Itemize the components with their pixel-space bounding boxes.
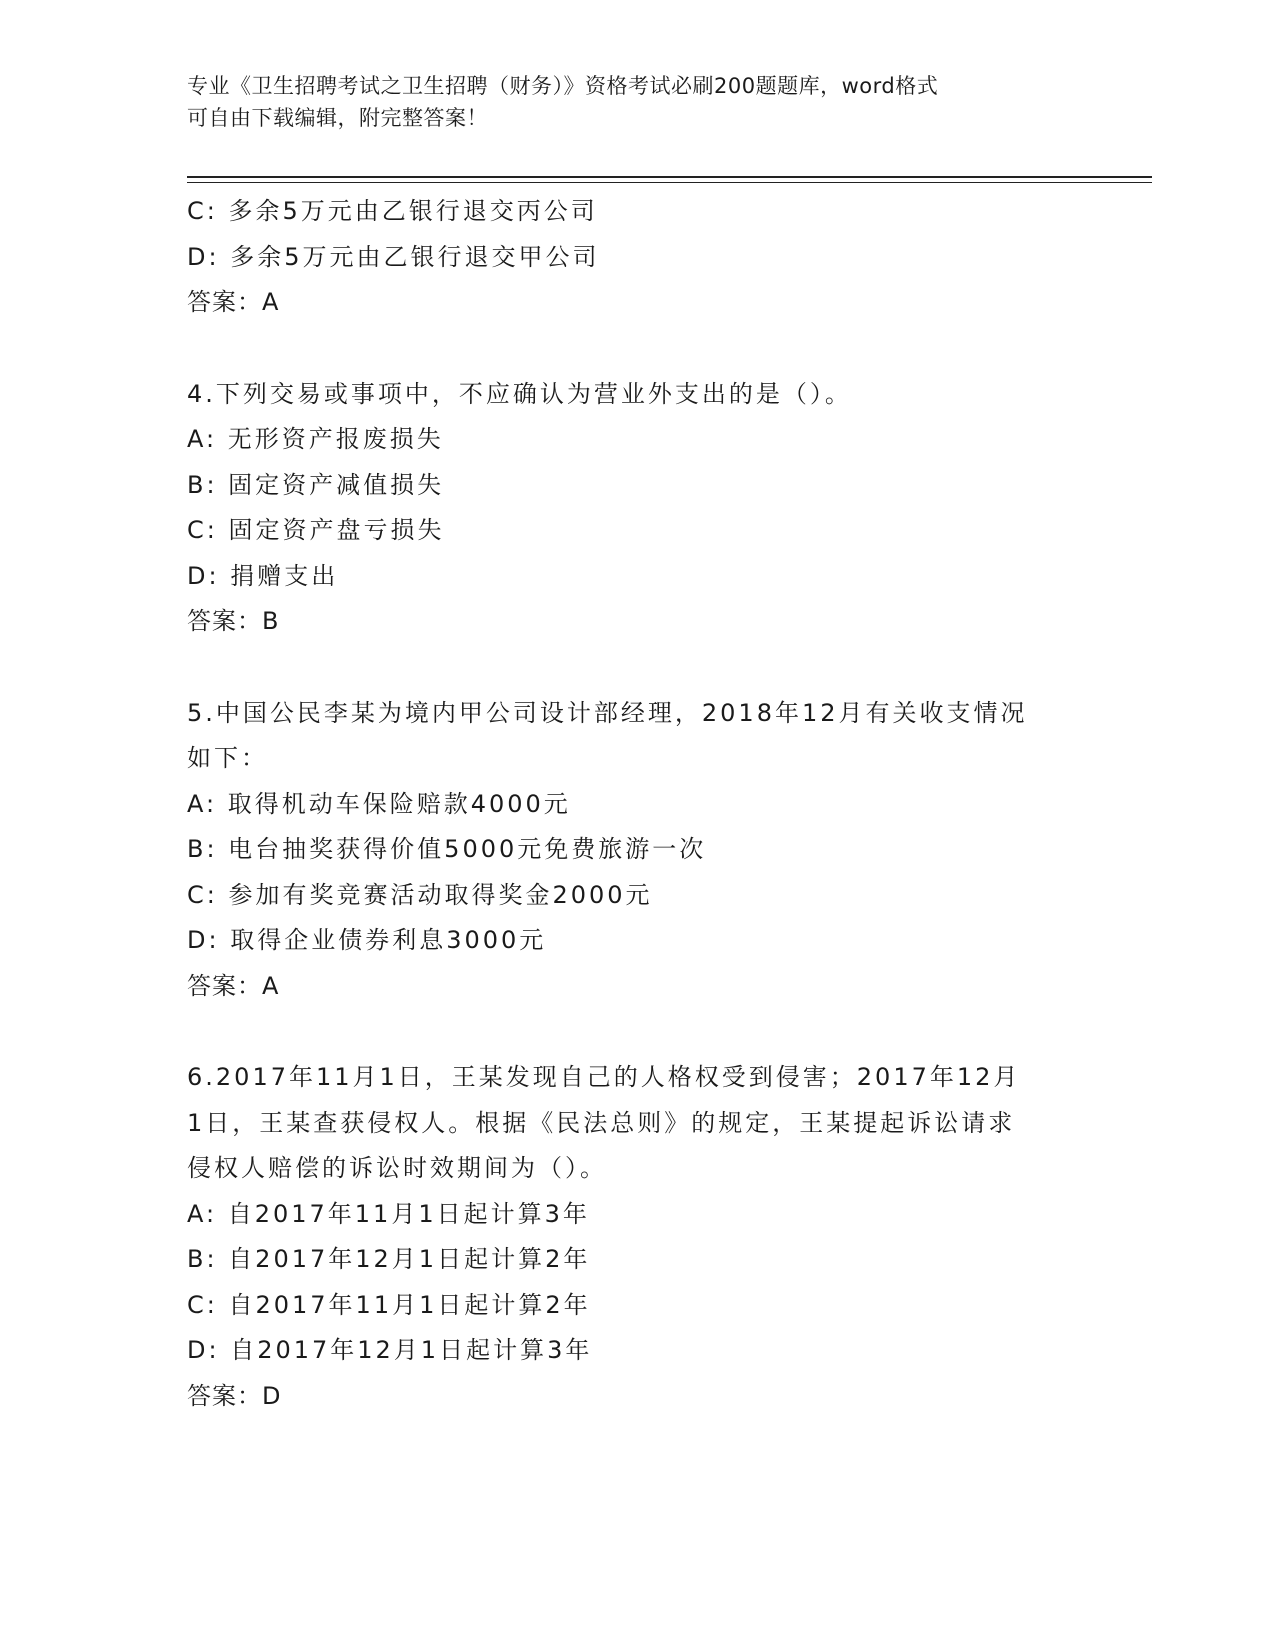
question-5-option-b: B: 电台抽奖获得价值5000元免费旅游一次 — [187, 835, 707, 863]
header-title-line-1: 专业《卫生招聘考试之卫生招聘（财务）》资格考试必刷200题题库，word格式 — [187, 74, 939, 98]
spacer — [187, 1009, 1087, 1055]
question-4-option-d: D: 捐赠支出 — [187, 561, 339, 590]
question-5 — [187, 691, 1087, 1010]
question-6-option-d: D: 自2017年12月1日起计算3年 — [187, 1336, 593, 1364]
question-5-option-d: D: 取得企业债券利息3000元 — [187, 926, 547, 954]
question-6-stem-line-1: 6.2017年11月1日，王某发现自己的人格权受到侵害；2017年12月 — [187, 1063, 1021, 1091]
question-4-option-c: C: 固定资产盘亏损失 — [187, 516, 445, 544]
spacer — [187, 645, 1087, 691]
question-3-answer: 答案：A — [187, 288, 280, 316]
question-3-option-c: C: 多余5万元由乙银行退交丙公司 — [187, 197, 598, 225]
question-5-option-c: C: 参加有奖竞赛活动取得奖金2000元 — [187, 880, 653, 909]
question-6-option-b: B: 自2017年12月1日起计算2年 — [187, 1245, 591, 1273]
header-divider-thick — [187, 176, 1152, 178]
question-4-answer: 答案：B — [187, 607, 280, 635]
question-4 — [187, 372, 1087, 645]
question-5-stem-line-2: 如下： — [187, 744, 268, 772]
question-3-option-d: D: 多余5万元由乙银行退交甲公司 — [187, 242, 600, 271]
question-5-stem-line-1: 5.中国公民李某为境内甲公司设计部经理，2018年12月有关收支情况 — [187, 698, 1028, 727]
question-3-tail — [187, 189, 1087, 326]
question-4-option-b: B: 固定资产减值损失 — [187, 470, 445, 499]
question-list — [187, 189, 1087, 1419]
question-6-option-c: C: 自2017年11月1日起计算2年 — [187, 1290, 591, 1319]
spacer — [187, 326, 1087, 372]
question-6-stem-line-3: 侵权人赔偿的诉讼时效期间为（）。 — [187, 1154, 607, 1182]
question-4-option-a: A: 无形资产报废损失 — [187, 425, 444, 453]
header-divider-thin — [187, 182, 1152, 183]
question-5-option-a: A: 取得机动车保险赔款4000元 — [187, 789, 571, 818]
header-title-line-2: 可自由下载编辑，附完整答案！ — [187, 106, 488, 130]
question-6-stem-line-2: 1日，王某查获侵权人。根据《民法总则》的规定，王某提起诉讼请求 — [187, 1108, 1016, 1137]
question-6-answer: 答案：D — [187, 1381, 282, 1410]
page-header — [187, 70, 1067, 134]
question-6-option-a: A: 自2017年11月1日起计算3年 — [187, 1199, 590, 1228]
question-4-stem: 4.下列交易或事项中，不应确认为营业外支出的是（）。 — [187, 379, 852, 408]
question-5-answer: 答案：A — [187, 971, 280, 1000]
question-6 — [187, 1055, 1087, 1419]
